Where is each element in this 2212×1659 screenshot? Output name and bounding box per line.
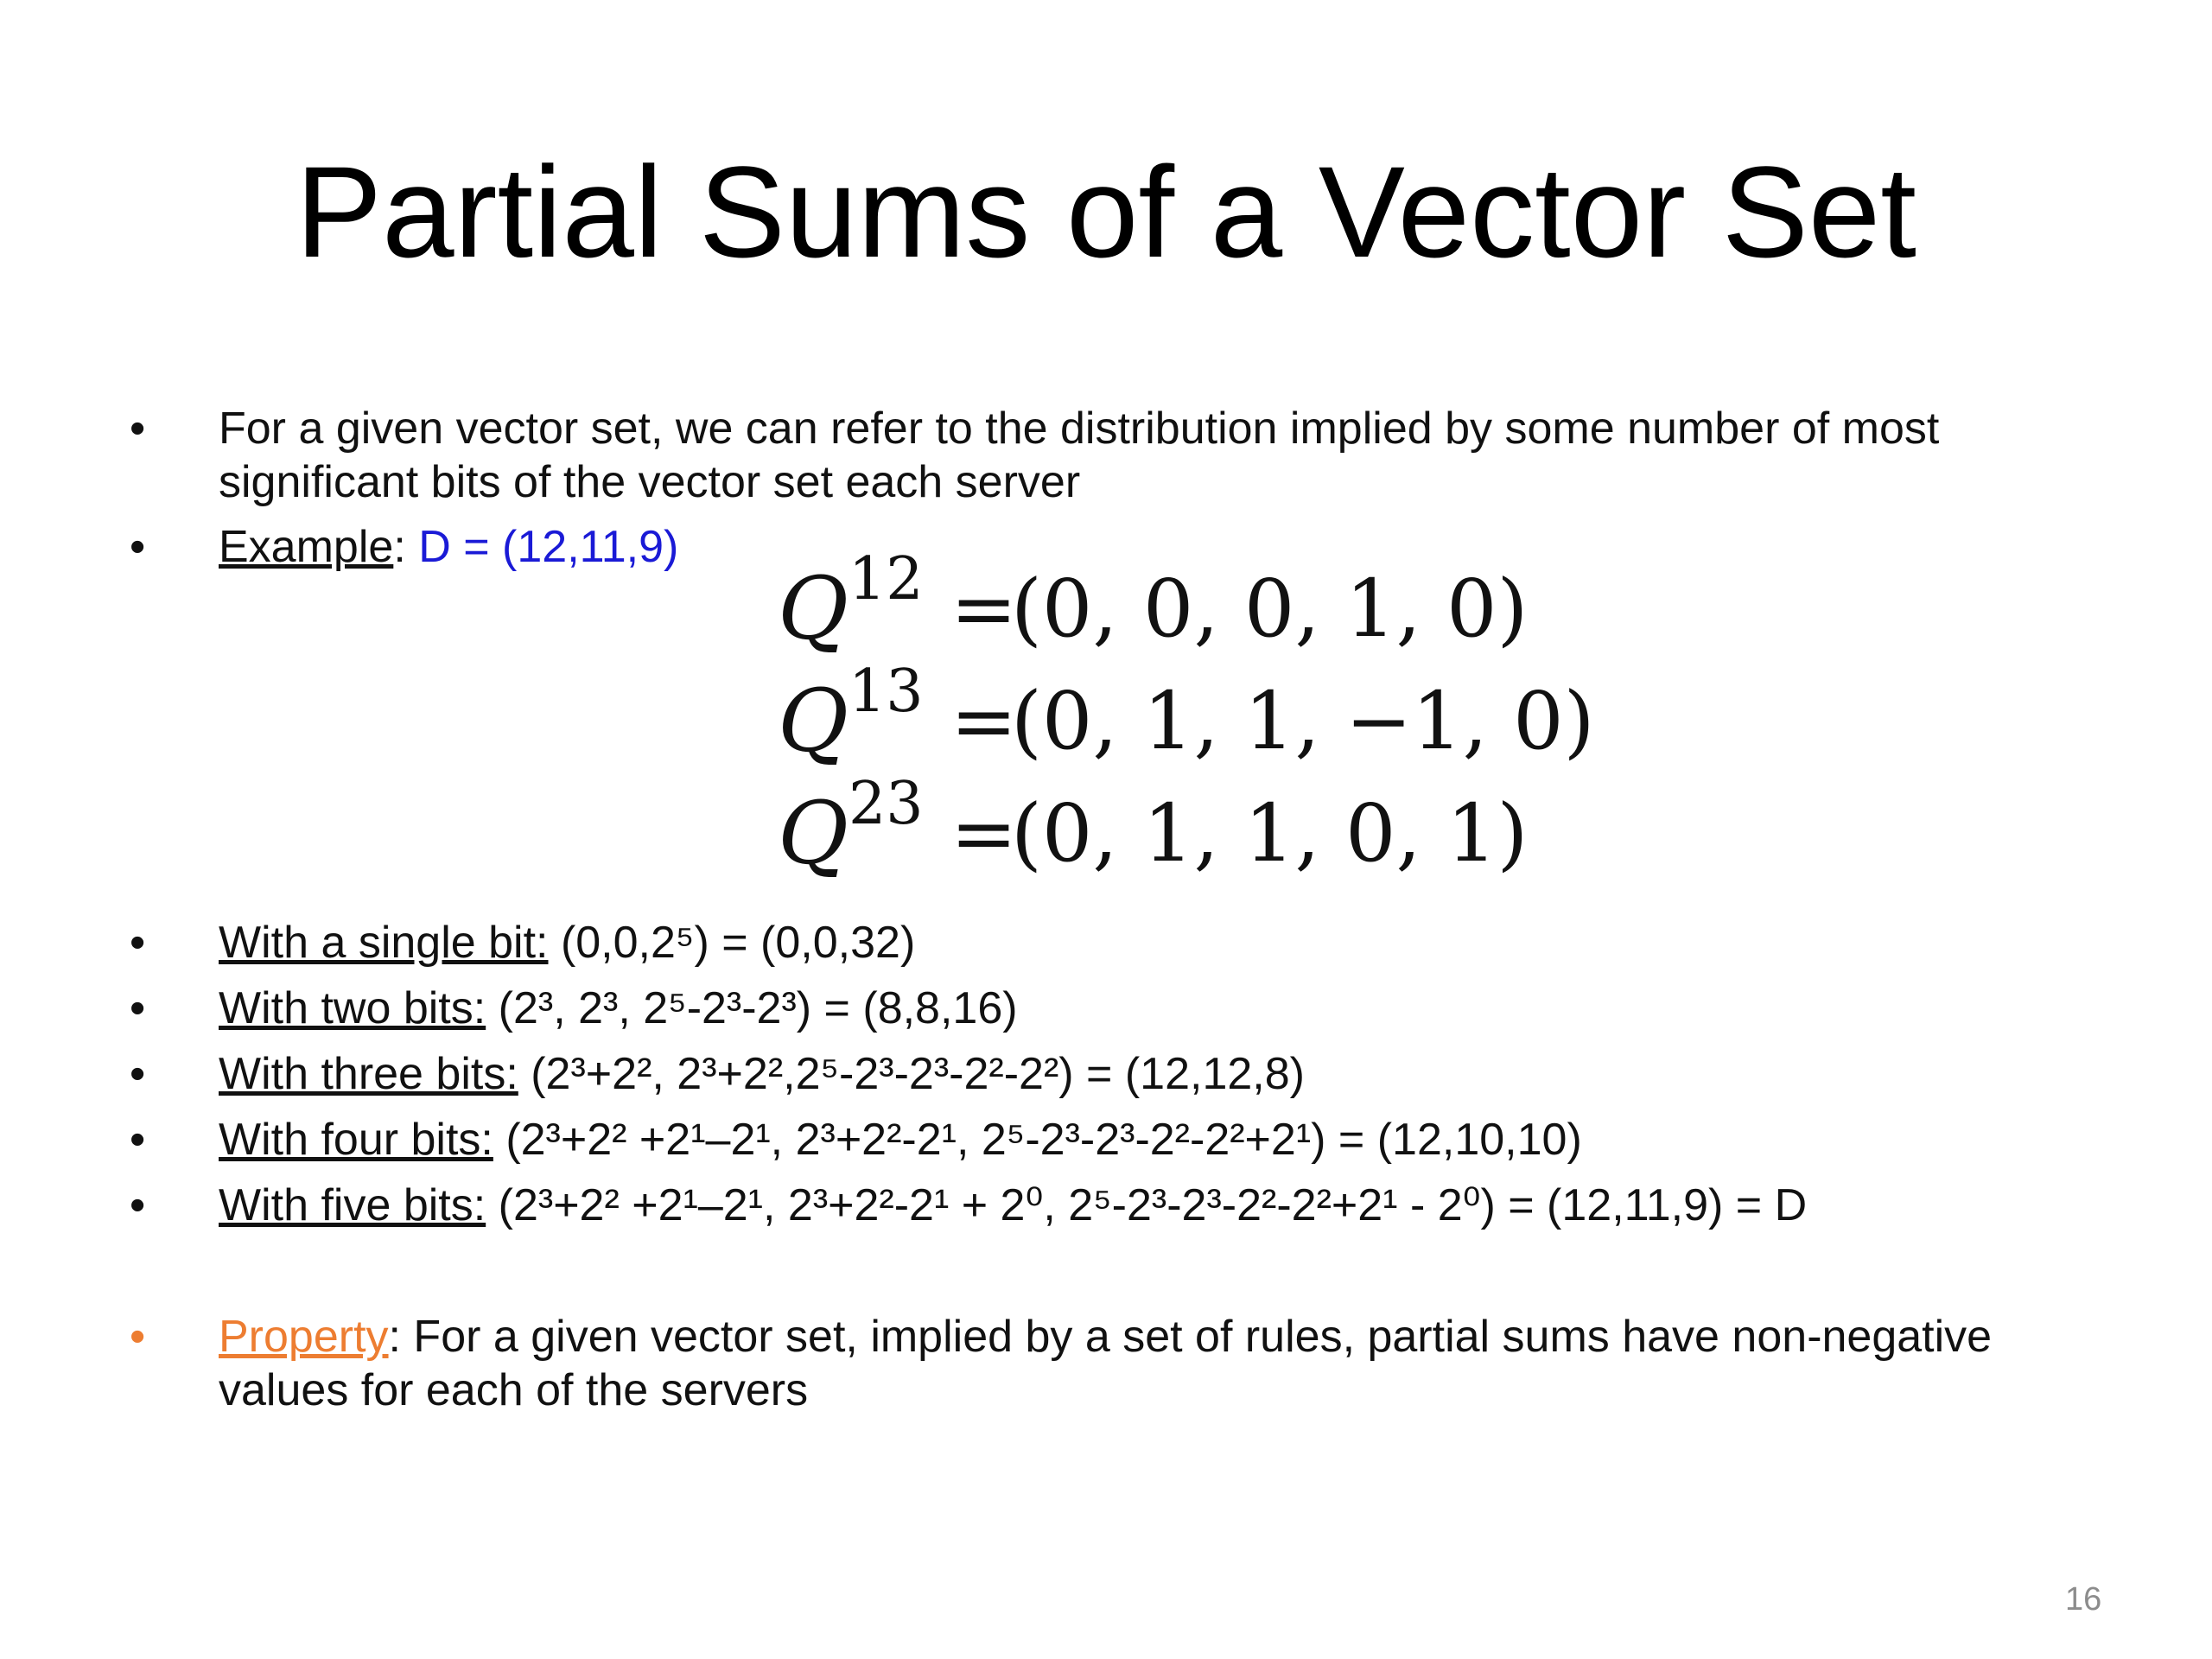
equation-equals: = (950, 787, 1018, 880)
four-bits-label: With four bits: (219, 1115, 493, 1165)
bullet-property-text (219, 1310, 2056, 1417)
bullet-five-bits-text (219, 1179, 2056, 1232)
bullet-two-bits-text (219, 982, 2056, 1035)
three-bits-value: (2³+2², 2³+2²,2⁵-2³-2³-2²-2²) = (12,12,8) (518, 1049, 1305, 1099)
slide-title: Partial Sums of a Vector Set (296, 139, 1916, 284)
five-bits-value: (2³+2² +2¹–2¹, 2³+2²-2¹ + 2⁰, 2⁵-2³-2³-2²-2²+2¹ - 2⁰) = (12,11,9) = D (486, 1180, 1808, 1230)
property-text: : For a given vector set, implied by a set of rules, partial sums have non-negative values for each of the servers (219, 1312, 1993, 1415)
bullet-dot: • (130, 522, 146, 572)
equation-row (778, 657, 1624, 778)
bullet-dot: • (130, 1180, 146, 1230)
equation-base: Q (778, 783, 849, 884)
four-bits-value: (2³+2² +2¹–2¹, 2³+2²-2¹, 2⁵-2³-2³-2²-2²+2¹) = (12,10,10) (493, 1115, 1582, 1165)
bullet-four-bits-text (219, 1113, 2056, 1166)
two-bits-value: (2³, 2³, 2⁵-2³-2³) = (8,8,16) (486, 983, 1018, 1033)
bullet-dot: • (130, 1115, 146, 1165)
equation-equals: = (950, 675, 1018, 767)
property-link[interactable]: Property (219, 1312, 389, 1362)
bullet-single-bit-text (219, 916, 2056, 969)
equation-block (778, 544, 1624, 899)
bullet-dot: • (130, 1049, 146, 1099)
equation-row (778, 769, 1624, 890)
bullet-intro-text: For a given vector set, we can refer to the distribution implied by some number of most significant bits of the vector set each server (219, 404, 1940, 507)
equation-superscript: 13 (848, 657, 924, 726)
example-separator: : (393, 522, 419, 572)
equation-equals: = (950, 563, 1018, 655)
bullet-dot: • (130, 918, 146, 968)
equation-rhs: (0, 0, 0, 1, 0) (1011, 563, 1529, 655)
three-bits-label: With three bits: (219, 1049, 518, 1099)
bullet-dot: • (130, 983, 146, 1033)
equation-base: Q (778, 671, 849, 772)
equation-superscript: 23 (848, 769, 924, 838)
equation-rhs: (0, 1, 1, 0, 1) (1011, 787, 1529, 880)
equation-base: Q (778, 558, 849, 659)
equation-lhs (778, 657, 924, 778)
two-bits-label: With two bits: (219, 983, 486, 1033)
bullet-dot: • (130, 404, 146, 454)
single-bit-label: With a single bit: (219, 918, 549, 968)
page-number: 16 (2065, 1581, 2102, 1618)
five-bits-label: With five bits: (219, 1180, 486, 1230)
equation-lhs (778, 544, 924, 665)
example-label: Example (219, 522, 394, 572)
equation-row (778, 544, 1624, 665)
equation-rhs: (0, 1, 1, −1, 0) (1011, 675, 1595, 767)
bullet-three-bits-text (219, 1047, 2056, 1101)
bullet-dot-orange: • (130, 1312, 146, 1362)
single-bit-value: (0,0,2⁵) = (0,0,32) (548, 918, 916, 968)
example-value: D = (12,11,9) (418, 522, 679, 572)
equation-superscript: 12 (848, 544, 924, 613)
equation-lhs (778, 769, 924, 890)
